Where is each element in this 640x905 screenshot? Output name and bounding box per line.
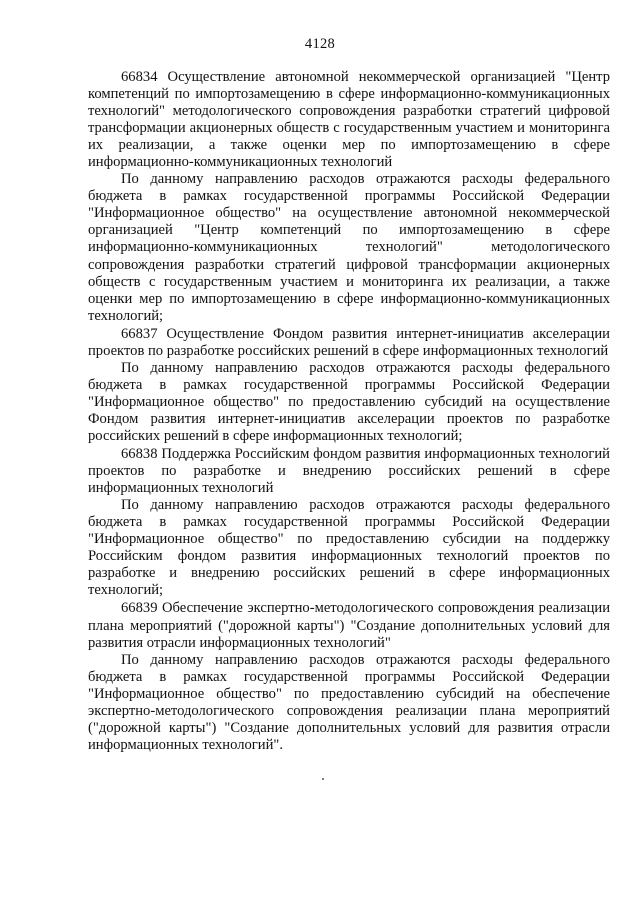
section-66837-description: По данному направлению расходов отражаются расходы федерального бюджета в рамках государственной программы Российской Федерации "Информационное общество" по предоставлению субсидий на осуществление Фондом развития интернет-инициатив акселерации проектов по разработке российских решений в сфере информационных технологий; bbox=[88, 359, 610, 444]
section-66834-title: 66834 Осуществление автономной некоммерческой организацией "Центр компетенций по импортозамещению в сфере информационно-коммуникационных технологий" методологического сопровождения разработки стратегий цифровой трансформации акционерных обществ с государственным участием и мониторинга их реализации, а также оценки мер по импортозамещению в сфере информационно-коммуникационных технологий bbox=[88, 69, 610, 171]
section-66838-title: 66838 Поддержка Российским фондом развития информационных технологий проектов по разработке и внедрению российских решений в сфере информационных технологий bbox=[88, 446, 610, 497]
section-66838-description: По данному направлению расходов отражаются расходы федерального бюджета в рамках государственной программы Российской Федерации "Информационное общество" по предоставлению субсидии на поддержку Российским фондом развития информационных технологий проектов по разработке и внедрению российских решений в сфере информационных технологий; bbox=[88, 497, 610, 599]
page-number: 4128 bbox=[304, 36, 336, 52]
scan-speck bbox=[322, 778, 324, 780]
section-66839-description: По данному направлению расходов отражаются расходы федерального бюджета в рамках государственной программы Российской Федерации "Информационное общество" по предоставлению субсидий на обеспечение экспертно-методологического сопровождения реализации плана мероприятий ("дорожной карты") "Создание дополнительных условий для развития отрасли информационных технологий". bbox=[88, 651, 610, 753]
document-body bbox=[88, 68, 610, 754]
section-66834-description: По данному направлению расходов отражаются расходы федерального бюджета в рамках государственной программы Российской Федерации "Информационное общество" на осуществление автономной некоммерческой организацией "Центр компетенций по импортозамещению в сфере информационно-коммуникационных технологий" методологического сопровождения разработки стратегий цифровой трансформации акционерных обществ с государственным участием и мониторинга их реализации, а также оценки мер по импортозамещению в сфере информационно-коммуникационных технологий; bbox=[88, 171, 610, 324]
section-66837-title: 66837 Осуществление Фондом развития интернет-инициатив акселерации проектов по разработке российских решений в сфере информационных технологий bbox=[88, 325, 610, 359]
section-66839-title: 66839 Обеспечение экспертно-методологического сопровождения реализации плана мероприятий ("дорожной карты") "Создание дополнительных условий для развития отрасли информационных технологий" bbox=[88, 600, 610, 651]
